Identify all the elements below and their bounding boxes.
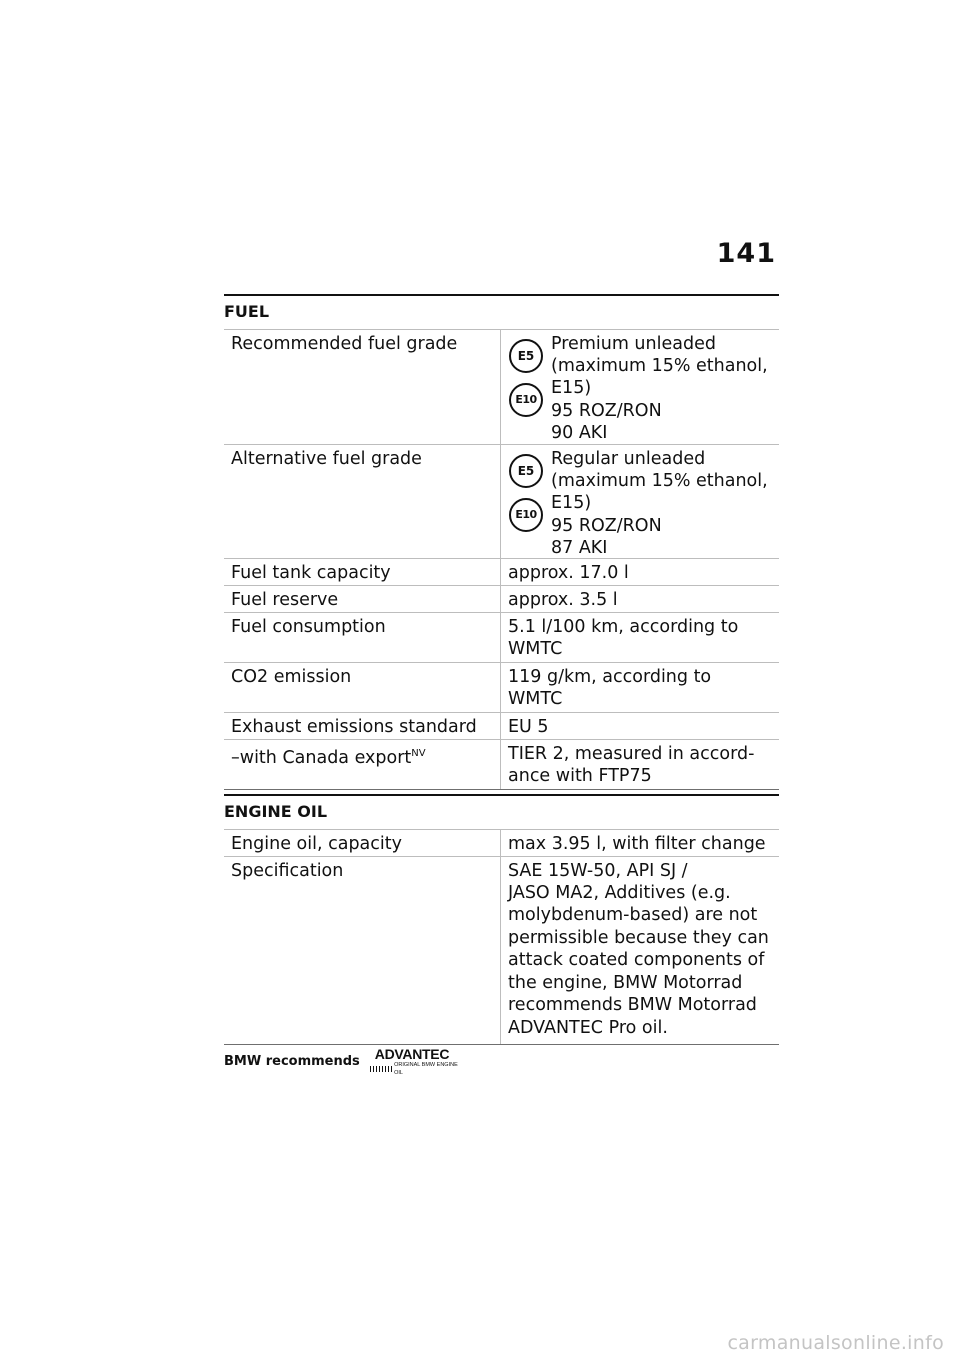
page-number: 141 — [716, 238, 776, 269]
table-row — [224, 662, 779, 712]
fuel-badges — [509, 333, 551, 442]
row-value: max 3.95 l, with filter change — [508, 834, 766, 854]
value-line: WMTC — [508, 688, 563, 709]
row-value: approx. 17.0 l — [508, 563, 629, 583]
value-line: E15) — [551, 378, 592, 398]
advantec-logo-subline — [370, 1061, 466, 1077]
table-row — [224, 712, 779, 739]
nv-marker: NV — [411, 748, 426, 759]
row-value: approx. 3.5 l — [508, 590, 618, 610]
advantec-logo-tagline: ORIGINAL BMW ENGINE OIL — [394, 1062, 458, 1076]
table-row — [224, 329, 779, 444]
value-line: attack coated components of — [508, 950, 765, 970]
row-value — [501, 857, 779, 1044]
e10-fuel-icon: E10 — [509, 383, 543, 417]
engine-oil-section — [224, 794, 779, 1045]
row-value: EU 5 — [508, 717, 549, 737]
value-line: 119 g/km, according to — [508, 667, 712, 687]
value-line: recommends BMW Motorrad — [508, 995, 757, 1015]
logo-stripes-icon — [370, 1066, 392, 1072]
value-line: Regular unleaded — [551, 449, 706, 469]
value-line: 87 AKI — [551, 538, 608, 558]
fuel-section — [224, 294, 779, 790]
value-line: TIER 2, measured in accord- — [508, 744, 755, 764]
e5-fuel-icon: E5 — [509, 454, 543, 488]
row-label: Exhaust emissions standard — [224, 713, 501, 739]
table-row — [224, 612, 779, 662]
row-label: Specification — [224, 857, 501, 1044]
value-line: (maximum 15% ethanol, — [551, 355, 768, 376]
bmw-recommends — [224, 1047, 466, 1077]
section-title-fuel: FUEL — [224, 302, 270, 321]
row-label-text: –with Canada export — [231, 748, 412, 768]
value-line: JASO MA2, Additives (e.g. — [508, 882, 731, 903]
value-line: E15) — [551, 493, 592, 513]
value-line: 95 ROZ/RON — [551, 400, 662, 421]
watermark: carmanualsonline.info — [727, 1332, 944, 1354]
value-line: (maximum 15% ethanol, — [551, 470, 768, 491]
section-title-engine-oil: ENGINE OIL — [224, 802, 328, 821]
value-line: permissible because they can — [508, 927, 769, 948]
table-row — [224, 739, 779, 790]
value-line: ADVANTEC Pro oil. — [508, 1017, 668, 1038]
row-value — [501, 663, 779, 712]
advantec-logo-wordmark: ADVANTEC — [374, 1046, 450, 1062]
row-label — [224, 740, 501, 789]
table-row — [224, 444, 779, 558]
row-label: Fuel tank capacity — [224, 559, 501, 585]
value-line: molybdenum-based) are not — [508, 905, 758, 925]
row-label: Recommended fuel grade — [224, 330, 501, 444]
row-label: Fuel reserve — [224, 586, 501, 612]
value-line: WMTC — [508, 638, 563, 659]
value-line: 90 AKI — [551, 423, 608, 443]
row-value — [501, 445, 779, 558]
table-row — [224, 585, 779, 612]
value-line: ance with FTP75 — [508, 765, 652, 786]
row-label: Alternative fuel grade — [224, 445, 501, 558]
e5-fuel-icon: E5 — [509, 339, 543, 373]
row-label: Fuel consumption — [224, 613, 501, 662]
row-value — [501, 740, 779, 789]
recommends-text: BMW recommends — [224, 1054, 360, 1069]
table-row — [224, 829, 779, 856]
value-line: Premium unleaded — [551, 334, 716, 354]
table-row — [224, 558, 779, 585]
row-label: Engine oil, capacity — [224, 830, 501, 856]
value-line: 95 ROZ/RON — [551, 515, 662, 536]
table-row — [224, 856, 779, 1045]
row-value — [501, 613, 779, 662]
advantec-logo — [370, 1047, 466, 1077]
value-line: SAE 15W-50, API SJ / — [508, 861, 688, 881]
fuel-badges — [509, 448, 551, 556]
value-line: 5.1 l/100 km, according to — [508, 617, 739, 637]
e10-fuel-icon: E10 — [509, 498, 543, 532]
value-lines — [551, 333, 768, 442]
value-line: the engine, BMW Motorrad — [508, 972, 743, 993]
value-lines — [551, 448, 768, 556]
row-label: CO2 emission — [224, 663, 501, 712]
row-value — [501, 330, 779, 444]
